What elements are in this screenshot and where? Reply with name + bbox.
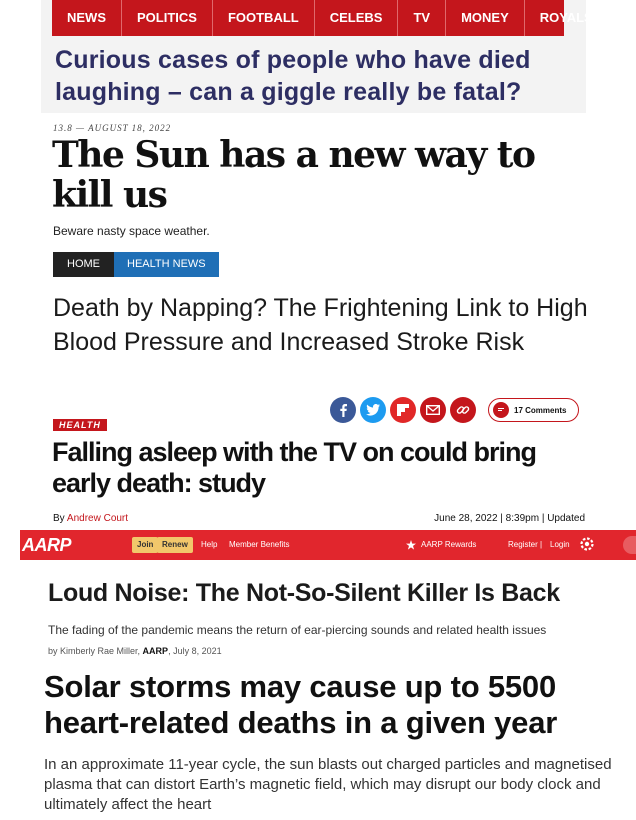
gear-icon[interactable] (578, 535, 596, 558)
solar-headline[interactable]: Solar storms may cause up to 5500 heart-related deaths in a given year (44, 669, 558, 740)
article-dateline: 13.8 — AUGUST 18, 2022 (53, 123, 172, 133)
solar-clipping (30, 662, 636, 820)
help-link[interactable]: Help (201, 540, 218, 549)
section-tag[interactable]: HEALTH (53, 419, 107, 431)
aarp-byline (48, 646, 222, 656)
share-bar (330, 397, 579, 423)
aarp-byline-org: AARP (142, 646, 169, 656)
nav-item-royals[interactable]: ROYALS (539, 10, 593, 25)
scroll-edge (623, 536, 636, 554)
nypost-clipping (40, 395, 600, 530)
nav-item-money[interactable]: MONEY (446, 0, 525, 36)
link-icon[interactable] (450, 397, 476, 423)
flipboard-icon[interactable] (390, 397, 416, 423)
sun-clipping (41, 0, 593, 113)
byline-author-line (53, 513, 128, 524)
aarp-headline[interactable]: Loud Noise: The Not-So-Silent Killer Is Back (48, 579, 560, 607)
rewards-label: AARP Rewards (421, 540, 477, 549)
comments-count: 17 Comments (514, 405, 567, 415)
aarp-byline-date: , July 8, 2021 (168, 646, 222, 656)
renew-button[interactable]: Renew (157, 537, 193, 553)
aarp-subtitle: The fading of the pandemic means the return of ear-piercing sounds and related health issues (48, 623, 547, 637)
breadcrumb-home[interactable]: HOME (53, 252, 114, 277)
byline (53, 513, 585, 524)
twitter-icon[interactable] (360, 397, 386, 423)
join-button[interactable]: Join (132, 537, 158, 553)
rewards-link[interactable] (406, 538, 476, 552)
star-icon (406, 540, 416, 550)
breadcrumb-health-news[interactable]: HEALTH NEWS (114, 252, 219, 277)
sun-headline[interactable]: Curious cases of people who have died laughing – can a giggle really be fatal? (55, 46, 531, 106)
aarp-clipping (20, 530, 636, 662)
nav-item-football[interactable]: FOOTBALL (213, 0, 315, 36)
nypost-headline[interactable]: Falling asleep with the TV on could bring early death: study (52, 437, 537, 498)
napping-headline[interactable]: Death by Napping? The Frightening Link to High Blood Pressure and Increased Stroke Risk (53, 294, 588, 356)
author-link[interactable]: Andrew Court (66, 513, 129, 524)
nav-item-celebs[interactable]: CELEBS (315, 0, 399, 36)
nautilus-clipping (40, 113, 610, 283)
comment-bubble-icon (493, 402, 509, 418)
aarp-header-bar (20, 530, 636, 560)
email-icon[interactable] (420, 397, 446, 423)
publish-date: June 28, 2022 | 8:39pm | Updated (434, 513, 585, 524)
member-benefits-link[interactable]: Member Benefits (229, 540, 290, 549)
nav-item-news[interactable]: NEWS (52, 0, 122, 36)
nautilus-subtitle: Beware nasty space weather. (53, 224, 210, 238)
nautilus-headline[interactable]: The Sun has a new way to kill us (52, 134, 535, 216)
aarp-logo[interactable]: AARP (22, 535, 72, 555)
solar-subtitle: In an approximate 11-year cycle, the sun blasts out charged particles and magnetised plasma that can distort Earth’s magnetic field, which may disrupt our body clock and ultimately affect the heart (44, 756, 612, 813)
byline-by-label: By (53, 513, 65, 524)
sun-nav-bar (52, 0, 593, 36)
breadcrumb (53, 252, 219, 277)
aarp-byline-author: by Kimberly Rae Miller, (48, 646, 141, 656)
napping-clipping (40, 283, 610, 395)
register-link[interactable]: Register | (508, 540, 543, 549)
login-link[interactable]: Login (550, 540, 570, 549)
comments-button[interactable] (488, 398, 579, 422)
nav-item-tv[interactable]: TV (398, 0, 446, 36)
facebook-icon[interactable] (330, 397, 356, 423)
nav-item-politics[interactable]: POLITICS (122, 0, 213, 36)
